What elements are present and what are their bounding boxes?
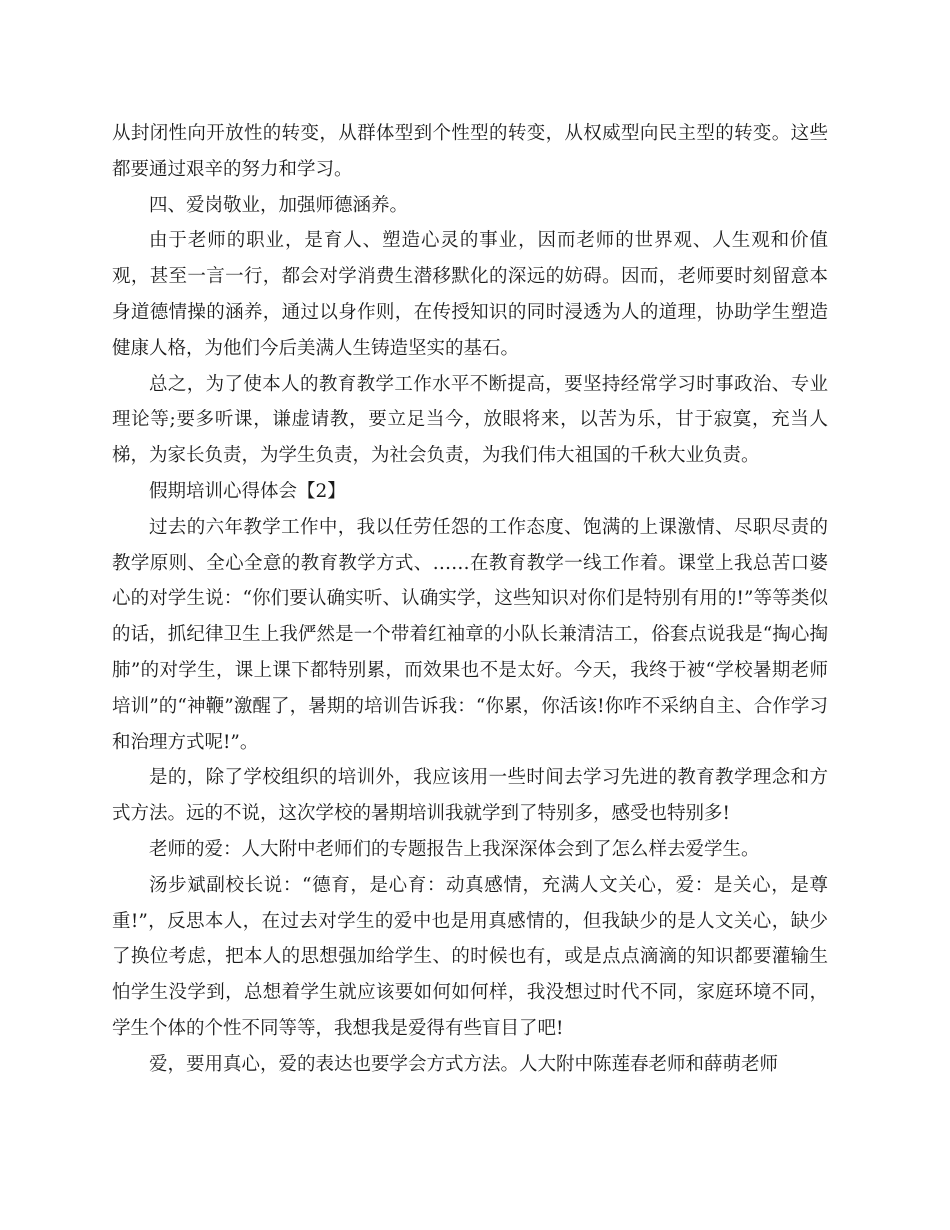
paragraph-yes: 是的，除了学校组织的培训外，我应该用一些时间去学习先进的教育教学理念和方式方法。远的不说，这次学校的暑期培训我就学到了特别多，感受也特别多! [112, 767, 828, 825]
paragraph-love-sincerely: 爱，要用真心，爱的表达也要学会方式方法。人大附中陈莲春老师和薛萌老师 [149, 1053, 779, 1075]
paragraph-continuation: 从封闭性向开放性的转变，从群体型到个性型的转变，从权威型向民主型的转变。这些都要通过艰辛的努力和学习。 [112, 123, 828, 180]
paragraph-teacher-love: 老师的爱：人大附中老师们的专题报告上我深深体会到了怎么样去爱学生。 [149, 838, 760, 860]
paragraph-summary: 总之，为了使本人的教育教学工作水平不断提高，要坚持经常学习时事政治、专业理论等;要多听课，谦虚请教，要立足当今，放眼将来，以苦为乐，甘于寂寞，充当人梯，为家长负责，为学生负责，为社会负责，为我们伟大祖国的千秋大业负责。 [112, 373, 828, 467]
section-heading-four: 四、爱岗敬业，加强师德涵养。 [149, 194, 409, 216]
paragraph-six-years: 过去的六年教学工作中，我以任劳任怨的工作态度、饱满的上课激情、尽职尽责的教学原则、全心全意的教育教学方式、……在教育教学一线工作着。课堂上我总苦口婆心的对学生说：“你们要认确实听、认确实学，这些知识对你们是特别有用的!”等等类似的话，抓纪律卫生上我俨然是一个带着红袖章的小队长兼清洁工，俗套点说我是“掏心掏肺”的对学生，课上课下都特别累，而效果也不是太好。今天，我终于被“学校暑期老师培训”的“神鞭”激醒了，暑期的培训告诉我：“你累，你活该!你咋不采纳自主、合作学习和治理方式呢!”。 [112, 516, 828, 753]
document-body [112, 116, 828, 1083]
article-title-2: 假期培训心得体会【2】 [149, 480, 346, 502]
paragraph-teacher-career: 由于老师的职业，是育人、塑造心灵的事业，因而老师的世界观、人生观和价值观，甚至一言一行，都会对学消费生潜移默化的深远的妨碍。因而，老师要时刻留意本身道德情操的涵养，通过以身作则，在传授知识的同时浸透为人的道理，协助学生塑造健康人格，为他们今后美满人生铸造坚实的基石。 [112, 230, 828, 359]
paragraph-vice-principal: 汤步斌副校长说：“德育，是心育：动真感情，充满人文关心，爱：是关心，是尊重!”，反思本人，在过去对学生的爱中也是用真感情的，但我缺少的是人文关心，缺少了换位考虑，把本人的思想强加给学生、的时候也有，或是点点滴滴的知识都要灌输生怕学生没学到，总想着学生就应该要如何如何样，我没想过时代不同，家庭环境不同，学生个体的个性不同等等，我想我是爱得有些盲目了吧! [112, 874, 828, 1039]
